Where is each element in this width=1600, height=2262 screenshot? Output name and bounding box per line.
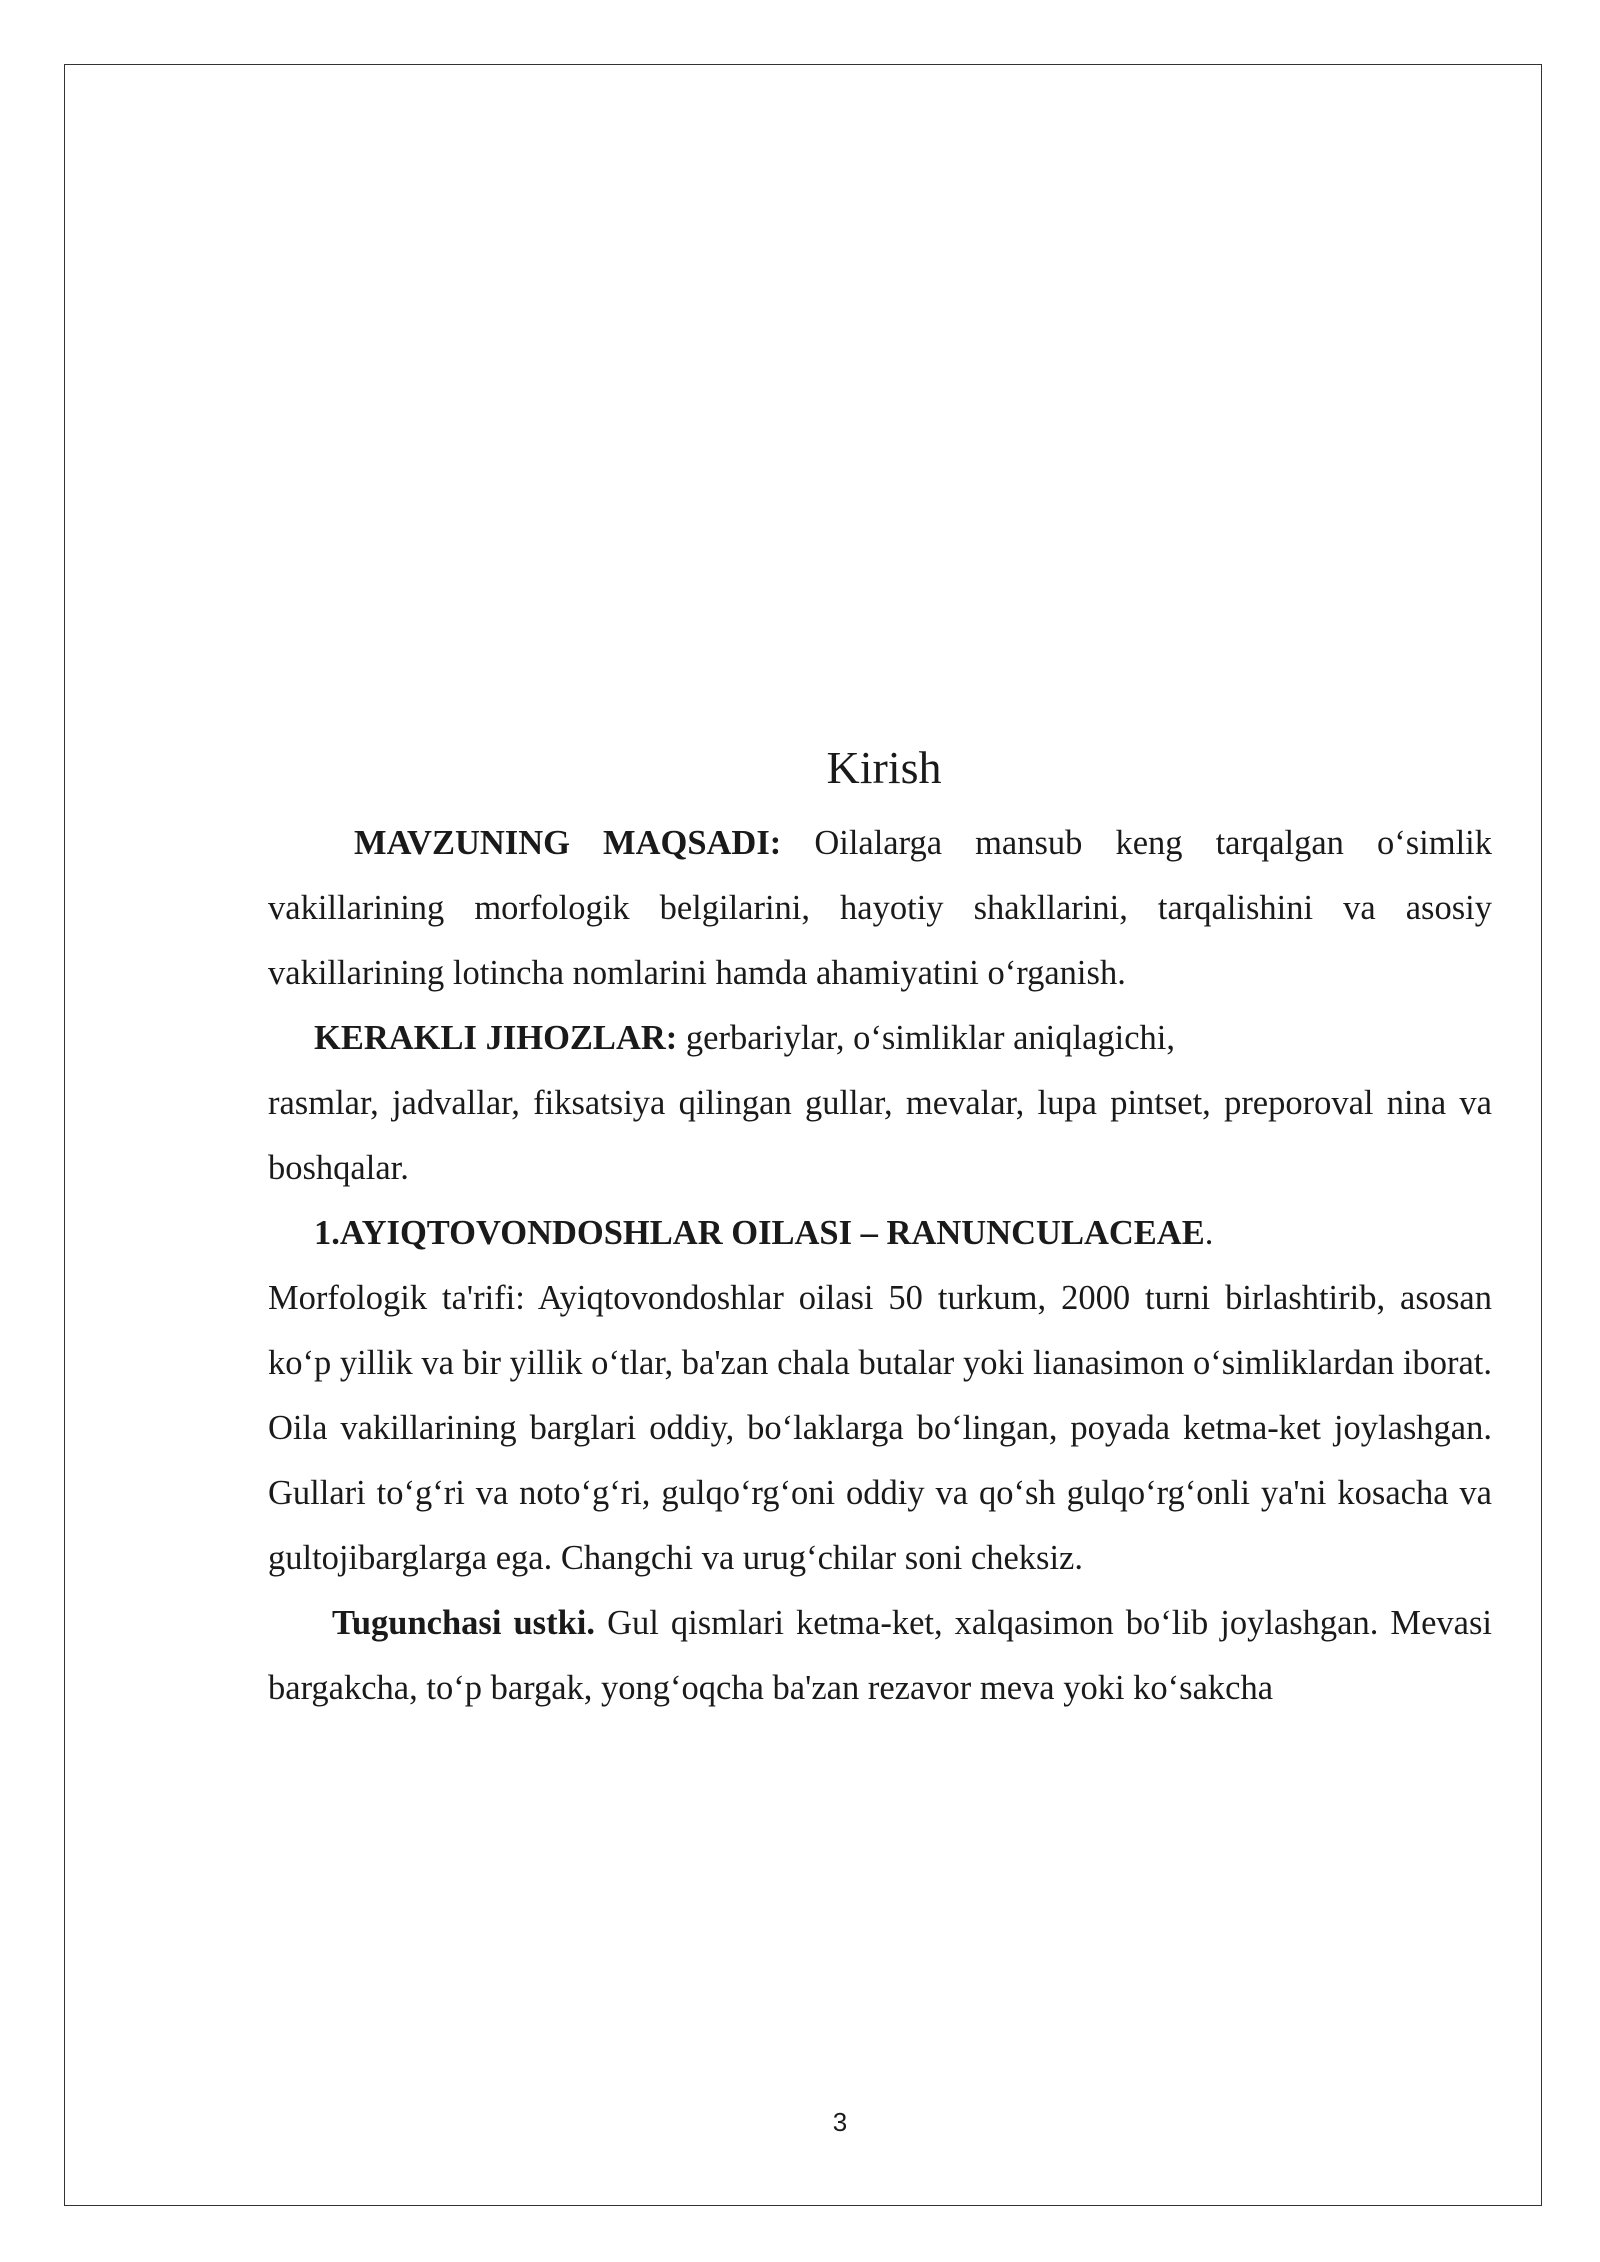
page-heading: Kirish xyxy=(826,742,942,793)
ovary-text: Gul qismlari ketma-ket, xalqasimon bo‘lib joylashgan. Mevasi bargakcha, to‘p bargak, yong‘oqcha ba'zan rezavor meva yoki ko‘sakcha xyxy=(268,1604,1492,1707)
ovary-paragraph xyxy=(268,1591,1492,1721)
tools-paragraph-line1 xyxy=(268,1006,1492,1071)
document-body xyxy=(268,735,1492,1721)
section-title-suffix: . xyxy=(1204,1214,1214,1252)
section-title-paragraph xyxy=(268,1201,1492,1266)
purpose-label: MAVZUNING MAQSADI: xyxy=(354,824,782,862)
tools-label: KERAKLI JIHOZLAR: xyxy=(314,1019,678,1057)
tools-text-line1: gerbariylar, o‘simliklar aniqlagichi, xyxy=(677,1019,1176,1057)
purpose-paragraph xyxy=(268,811,1492,1006)
section-title: 1.AYIQTOVONDOSHLAR OILASI – RANUNCULACEAE xyxy=(314,1214,1205,1252)
ovary-label: Tugunchasi ustki. xyxy=(332,1604,595,1642)
description-paragraph: Morfologik ta'rifi: Ayiqtovondoshlar oilasi 50 turkum, 2000 turni birlashtirib, asosan ko‘p yillik va bir yillik o‘tlar, ba'zan chala butalar yoki lianasimon o‘simliklardan iborat. Oila vakillarining barglari oddiy, bo‘laklarga bo‘lingan, poyada ketma-ket joylashgan. Gullari to‘g‘ri va noto‘g‘ri, gulqo‘rg‘oni oddiy va qo‘sh gulqo‘rg‘onli ya'ni kosacha va gultojibarglarga ega. Changchi va urug‘chilar soni cheksiz. xyxy=(268,1279,1492,1577)
tools-paragraph-rest: rasmlar, jadvallar, fiksatsiya qilingan gullar, mevalar, lupa pintset, preporoval nina va boshqalar. xyxy=(268,1084,1492,1187)
purpose-text: Oilalarga mansub keng tarqalgan o‘simlik vakillarining morfologik belgilarini, hayotiy shakllarini, tarqalishini va asosiy vakillarining lotincha nomlarini hamda ahamiyatini o‘rganish. xyxy=(268,824,1492,992)
page-number: 3 xyxy=(832,2107,848,2137)
